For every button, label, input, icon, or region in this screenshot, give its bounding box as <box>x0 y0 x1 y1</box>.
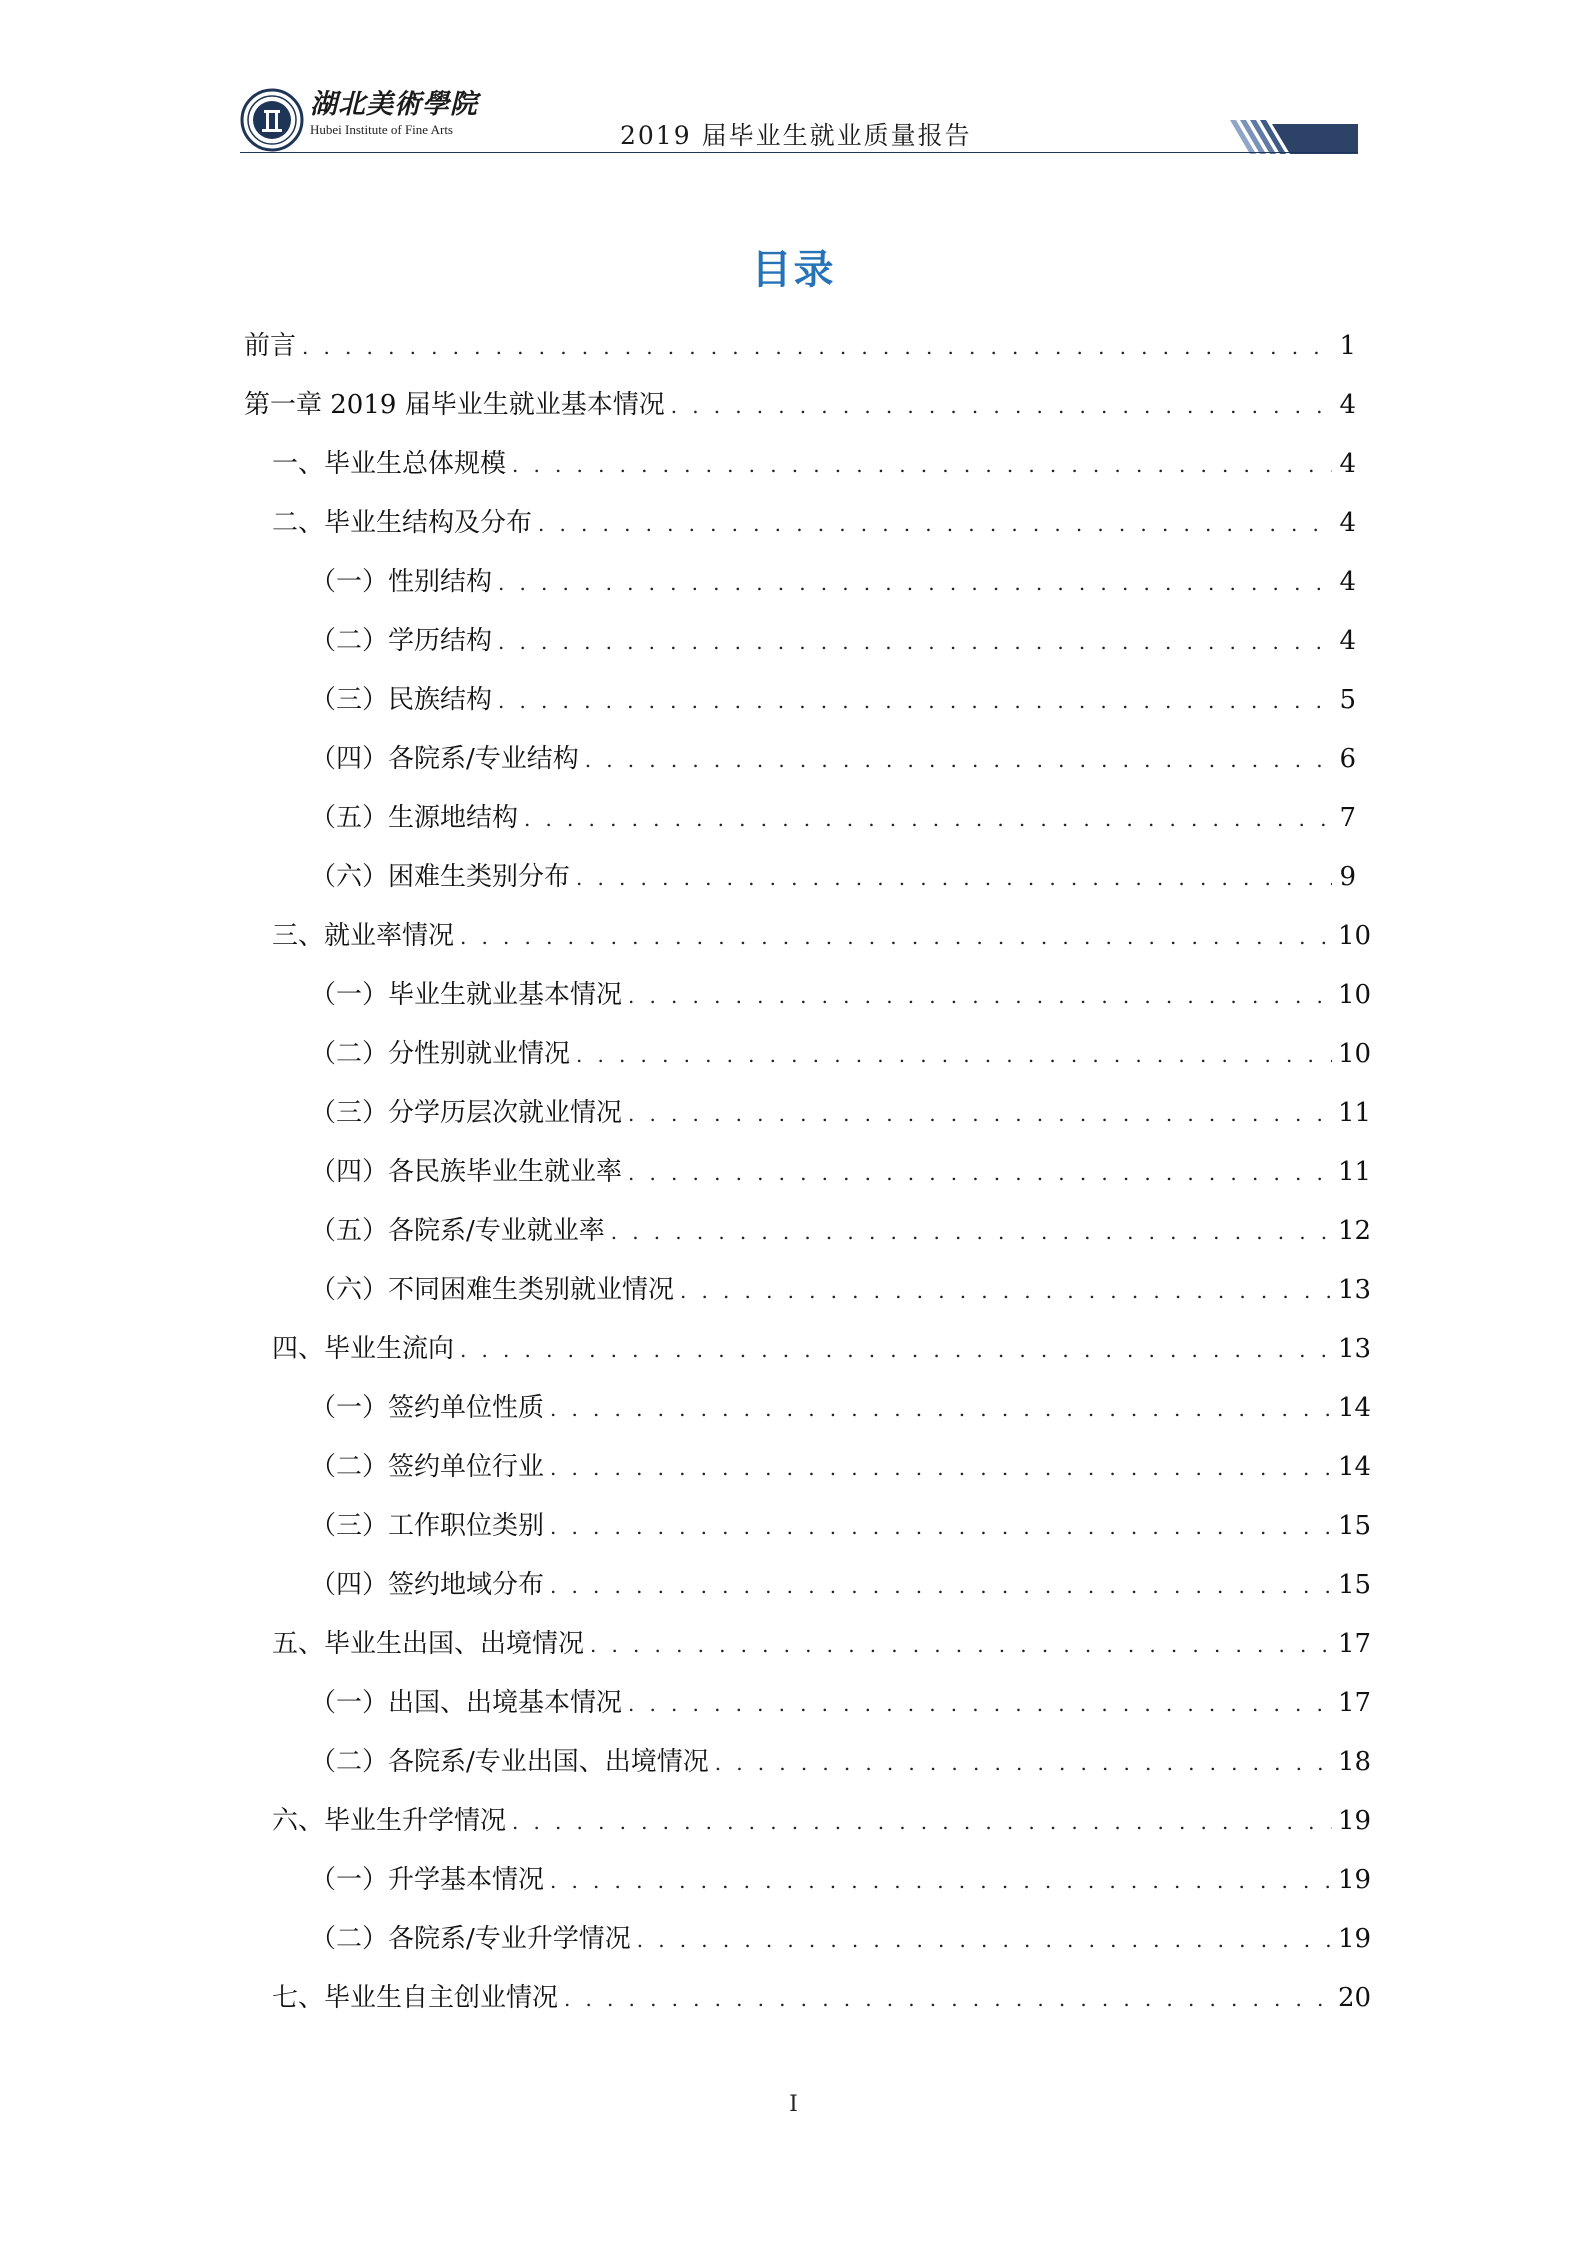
toc-entry-page: 13 <box>1338 1334 1372 1364</box>
toc-entry-page: 5 <box>1339 685 1356 715</box>
toc-entry-page: 9 <box>1339 862 1356 892</box>
toc-entry-label: （一）出国、出境基本情况 <box>310 1688 623 1718</box>
toc-entry-page: 17 <box>1338 1629 1372 1659</box>
toc-entry-label: （一）毕业生就业基本情况 <box>310 980 623 1010</box>
toc-entry[interactable] <box>244 1561 1372 1620</box>
toc-entry[interactable] <box>244 971 1372 1030</box>
toc-entry-page: 13 <box>1338 1275 1372 1305</box>
header-stripes-decoration <box>1230 120 1358 154</box>
toc-entry-label: （三）工作职位类别 <box>310 1511 545 1541</box>
toc-entry-page: 11 <box>1338 1157 1372 1187</box>
toc-entry[interactable] <box>244 1502 1372 1561</box>
toc-entry[interactable] <box>244 1915 1372 1974</box>
toc-entry[interactable] <box>244 1148 1372 1207</box>
logo-wordmark <box>310 88 478 138</box>
report-title: 2019 届毕业生就业质量报告 <box>620 121 972 150</box>
toc-leader-dots <box>512 441 1332 489</box>
toc-entry-label: （二）分性别就业情况 <box>310 1039 571 1069</box>
toc-leader-dots <box>498 559 1332 607</box>
toc-entry-label: 五、毕业生出国、出境情况 <box>272 1629 585 1659</box>
toc-entry-page: 4 <box>1339 508 1356 538</box>
toc-entry[interactable] <box>244 1974 1372 2033</box>
toc-entry-page: 12 <box>1338 1216 1372 1246</box>
toc-leader-dots <box>538 500 1332 548</box>
toc-leader-dots <box>637 1916 1332 1964</box>
toc-entry-page: 4 <box>1339 626 1356 656</box>
toc-entry-label: （二）各院系/专业出国、出境情况 <box>310 1747 709 1777</box>
toc-entry[interactable] <box>244 558 1356 617</box>
page-number: I <box>789 2092 798 2117</box>
toc-entry-page: 15 <box>1338 1511 1372 1541</box>
toc-entry[interactable] <box>244 676 1356 735</box>
toc-leader-dots <box>550 1562 1332 1610</box>
toc-leader-dots <box>550 1385 1332 1433</box>
toc-entry[interactable] <box>244 794 1356 853</box>
toc-entry-page: 15 <box>1338 1570 1372 1600</box>
toc-entry-label: （五）生源地结构 <box>310 803 519 833</box>
toc-entry[interactable] <box>244 1797 1372 1856</box>
header-rule <box>240 152 1358 153</box>
toc-leader-dots <box>715 1739 1332 1787</box>
toc-leader-dots <box>590 1621 1332 1669</box>
toc-entry-page: 10 <box>1338 980 1372 1010</box>
toc-entry-label: （三）民族结构 <box>310 685 493 715</box>
toc-leader-dots <box>564 1975 1332 2023</box>
toc-entry-label: 七、毕业生自主创业情况 <box>272 1983 559 2013</box>
toc-leader-dots <box>680 1267 1332 1315</box>
toc-entry[interactable] <box>244 1207 1372 1266</box>
toc-entry[interactable] <box>244 1620 1372 1679</box>
toc-entry-label: （四）各民族毕业生就业率 <box>310 1157 623 1187</box>
toc-entry-page: 19 <box>1338 1806 1372 1836</box>
toc-entry[interactable] <box>244 1679 1372 1738</box>
toc-entry[interactable] <box>244 499 1356 558</box>
toc-entry[interactable] <box>244 1384 1372 1443</box>
toc-entry[interactable] <box>244 853 1356 912</box>
toc-entry[interactable] <box>244 1325 1372 1384</box>
toc-leader-dots <box>550 1503 1332 1551</box>
toc-leader-dots <box>628 1090 1332 1138</box>
toc-entry[interactable] <box>244 322 1356 381</box>
toc-entry-page: 17 <box>1338 1688 1372 1718</box>
toc-entry-page: 14 <box>1338 1393 1372 1423</box>
toc-entry[interactable] <box>244 440 1356 499</box>
toc-leader-dots <box>460 1326 1332 1374</box>
toc-entry[interactable] <box>244 1856 1372 1915</box>
toc-leader-dots <box>576 1031 1332 1079</box>
toc-entry-label: （三）分学历层次就业情况 <box>310 1098 623 1128</box>
toc-entry-page: 6 <box>1339 744 1356 774</box>
toc-heading: 目录 <box>751 246 836 293</box>
toc-entry-label: 三、就业率情况 <box>272 921 455 951</box>
toc-leader-dots <box>498 618 1332 666</box>
logo-chinese-name: 湖北美術學院 <box>310 89 478 120</box>
toc-entry[interactable] <box>244 1089 1372 1148</box>
toc-entry-page: 20 <box>1338 1983 1372 2013</box>
toc-leader-dots <box>671 382 1332 430</box>
toc-entry-page: 19 <box>1338 1924 1372 1954</box>
toc-entry[interactable] <box>244 381 1356 440</box>
toc-entry-label: 第一章 2019 届毕业生就业基本情况 <box>244 390 665 420</box>
toc-entry-page: 11 <box>1338 1098 1372 1128</box>
toc-entry-page: 18 <box>1338 1747 1372 1777</box>
toc-leader-dots <box>498 677 1332 725</box>
toc-leader-dots <box>585 736 1332 784</box>
toc-leader-dots <box>512 1798 1332 1846</box>
toc-entry[interactable] <box>244 1443 1372 1502</box>
toc-leader-dots <box>302 323 1332 371</box>
toc-entry-label: （四）各院系/专业结构 <box>310 744 579 774</box>
toc-entry[interactable] <box>244 912 1372 971</box>
toc-entry-label: （二）学历结构 <box>310 626 493 656</box>
toc-entry-page: 1 <box>1339 331 1356 361</box>
toc-entry-label: 六、毕业生升学情况 <box>272 1806 507 1836</box>
toc-entry-page: 7 <box>1339 803 1356 833</box>
toc-entry-label: （一）签约单位性质 <box>310 1393 545 1423</box>
toc-entry-page: 19 <box>1338 1865 1372 1895</box>
toc-entry[interactable] <box>244 1738 1372 1797</box>
toc-leader-dots <box>550 1444 1332 1492</box>
toc-leader-dots <box>550 1857 1332 1905</box>
toc-entry[interactable] <box>244 735 1356 794</box>
logo-english-name: Hubei Institute of Fine Arts <box>310 122 453 137</box>
toc-leader-dots <box>628 972 1332 1020</box>
toc-entry-page: 14 <box>1338 1452 1372 1482</box>
toc-leader-dots <box>460 913 1332 961</box>
toc-leader-dots <box>524 795 1332 843</box>
toc-entry-label: （一）升学基本情况 <box>310 1865 545 1895</box>
toc-entry-label: （五）各院系/专业就业率 <box>310 1216 605 1246</box>
toc-leader-dots <box>611 1208 1332 1256</box>
toc-entry-page: 4 <box>1339 449 1356 479</box>
toc-entry-label: （六）困难生类别分布 <box>310 862 571 892</box>
toc-leader-dots <box>628 1149 1332 1197</box>
university-emblem-icon <box>240 88 304 152</box>
toc-entry-label: （六）不同困难生类别就业情况 <box>310 1275 675 1305</box>
page-header <box>240 86 1358 158</box>
toc-entry-label: （一）性别结构 <box>310 567 493 597</box>
toc-entry-label: （四）签约地域分布 <box>310 1570 545 1600</box>
toc-leader-dots <box>576 854 1332 902</box>
toc-entry-label: 四、毕业生流向 <box>272 1334 455 1364</box>
toc-entry[interactable] <box>244 617 1356 676</box>
toc-entry-label: 二、毕业生结构及分布 <box>272 508 533 538</box>
toc-entry-label: 一、毕业生总体规模 <box>272 449 507 479</box>
toc-entry-page: 10 <box>1338 1039 1372 1069</box>
table-of-contents <box>244 322 1372 2033</box>
toc-entry[interactable] <box>244 1030 1372 1089</box>
toc-entry-label: 前言 <box>244 331 297 361</box>
toc-entry-page: 4 <box>1339 567 1356 597</box>
toc-entry-page: 4 <box>1339 390 1356 420</box>
toc-entry-page: 10 <box>1338 921 1372 951</box>
toc-entry-label: （二）签约单位行业 <box>310 1452 545 1482</box>
toc-leader-dots <box>628 1680 1332 1728</box>
toc-entry-label: （二）各院系/专业升学情况 <box>310 1924 631 1954</box>
toc-entry[interactable] <box>244 1266 1372 1325</box>
